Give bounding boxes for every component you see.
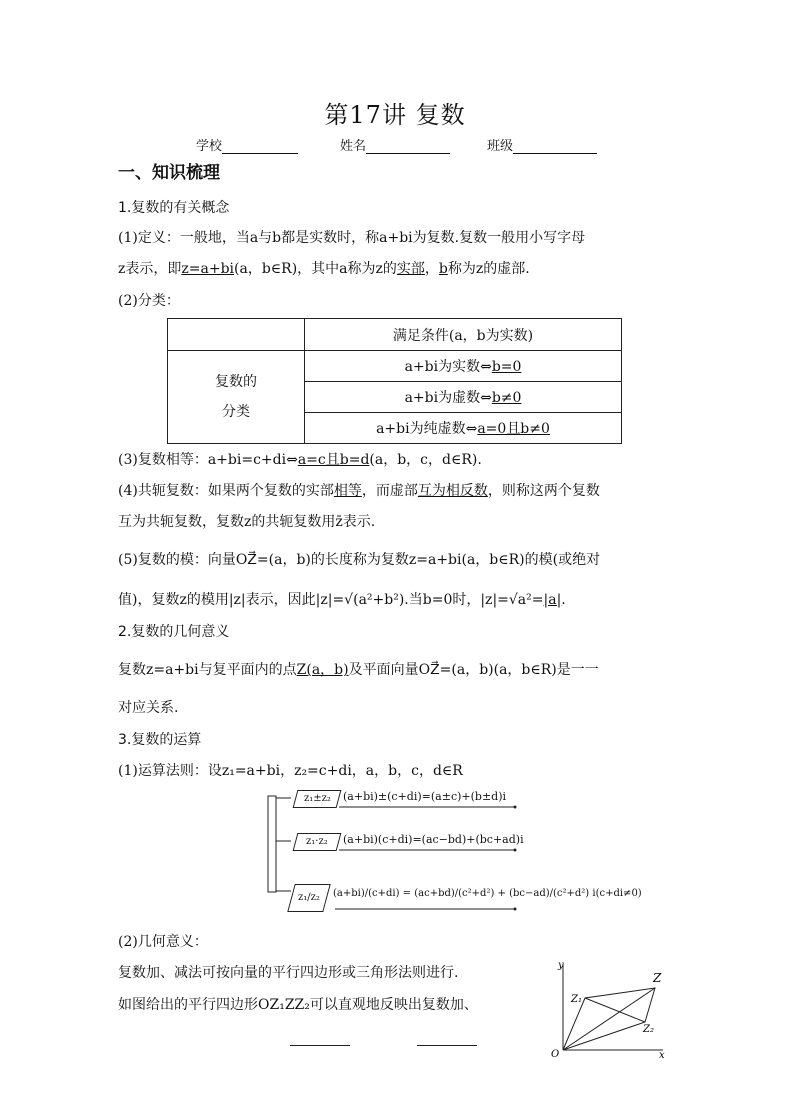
op-box-add-sub: z₁±z₂ — [293, 790, 342, 808]
diagonal-z1z2 — [585, 998, 645, 1022]
geometric-meaning-label: (2)几何意义： — [118, 934, 208, 950]
op-formula-divide: (a+bi)/(c+di) = (ac+bd)/(c²+d²) + (bc−ad)/(c²+d²) i(c+di≠0) — [333, 888, 642, 899]
equality-line: (3)复数相等：a+bi=c+di⇔a=c且b=d(a，b，c，d∈R). — [118, 452, 482, 468]
subheading-operations: 3.复数的运算 — [118, 732, 202, 748]
name-field[interactable] — [340, 135, 450, 154]
label-o: O — [551, 1049, 560, 1058]
operation-rules-line: (1)运算法则：设z₁=a+bi，z₂=c+di，a，b，c，d∈R — [118, 763, 463, 779]
answer-blank-1[interactable] — [290, 1045, 350, 1046]
geometric-meaning-line-1: 复数加、减法可按向量的平行四边形或三角形法则进行. — [118, 965, 459, 981]
table-row-real: a+bi为实数⇔b=0 — [305, 351, 622, 382]
conjugate-line-1: (4)共轭复数：如果两个复数的实部相等，而虚部互为相反数，则称这两个复数 — [118, 483, 600, 499]
op-box-multiply: z₁·z₂ — [293, 833, 342, 851]
subheading-concepts: 1.复数的有关概念 — [118, 200, 230, 216]
section-heading-knowledge: 一、知识梳理 — [118, 163, 220, 183]
operations-diagram — [265, 788, 642, 918]
label-z1: Z₁ — [571, 994, 582, 1005]
answer-blank-2[interactable] — [417, 1045, 477, 1046]
table-header-condition: 满足条件(a，b为实数) — [305, 319, 622, 351]
definition-line-1: (1)定义：一般地，当a与b都是实数时，称a+bi为复数.复数一般用小写字母 — [118, 230, 586, 246]
conjugate-line-2: 互为共轭复数，复数z的共轭复数用z̄表示. — [118, 514, 376, 530]
table-row-label: 复数的 分类 — [168, 351, 305, 444]
op-formula-add-sub: (a+bi)±(c+di)=(a±c)+(b±d)i — [343, 790, 507, 803]
label-z: Z — [653, 971, 662, 985]
page-title: 第17讲 复数 — [324, 101, 466, 129]
subheading-geometry: 2.复数的几何意义 — [118, 624, 230, 640]
class-label: 班级 — [487, 139, 514, 154]
label-y: y — [558, 960, 564, 971]
table-row-imaginary: a+bi为虚数⇔b≠0 — [305, 382, 622, 413]
modulus-line-1: (5)复数的模：向量OZ⃗=(a，b)的长度称为复数z=a+bi(a，b∈R)的模(或绝对 — [118, 552, 601, 568]
name-label: 姓名 — [340, 139, 367, 154]
geometry-line-2: 对应关系. — [118, 700, 179, 716]
school-field[interactable] — [196, 135, 298, 154]
modulus-line-2: 值)，复数z的模用|z|表示，因此|z|=√(a²+b²).当b=0时，|z|=√a²=|a|. — [118, 592, 566, 608]
op-box-divide: z₁/z₂ — [287, 884, 331, 912]
classification-table — [167, 318, 622, 444]
op-formula-multiply: (a+bi)(c+di)=(ac−bd)+(bc+ad)i — [343, 833, 524, 846]
label-z2: Z₂ — [643, 1024, 654, 1035]
table-header-empty — [168, 319, 305, 351]
classification-label: (2)分类： — [118, 293, 180, 309]
parallelogram-figure — [545, 958, 670, 1058]
geometry-line-1: 复数z=a+bi与复平面内的点Z(a，b)及平面向量OZ⃗=(a，b)(a，b∈R)是一一 — [118, 662, 599, 678]
label-x: x — [659, 1050, 665, 1058]
class-field[interactable] — [487, 135, 597, 154]
school-label: 学校 — [196, 139, 223, 154]
table-row-pure-imaginary: a+bi为纯虚数⇔a=0且b≠0 — [305, 413, 622, 444]
geometric-meaning-line-2: 如图给出的平行四边形OZ₁ZZ₂可以直观地反映出复数加、 — [118, 997, 478, 1013]
definition-line-2: z表示，即z=a+bi(a，b∈R)，其中a称为z的实部，b称为z的虚部. — [118, 261, 530, 277]
